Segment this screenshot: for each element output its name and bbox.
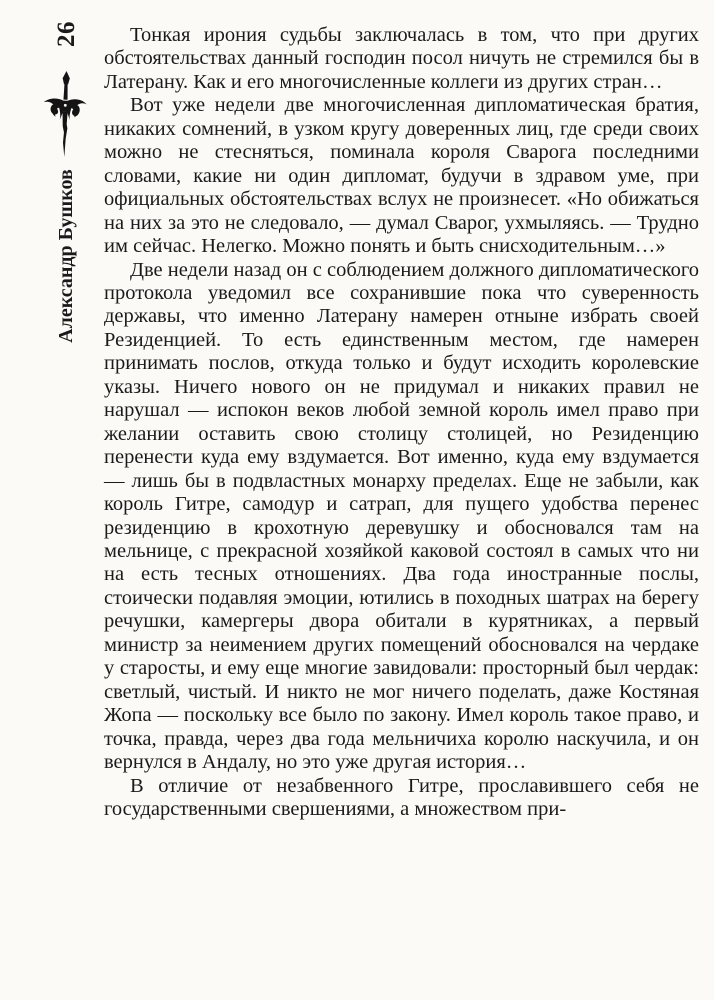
paragraph-1: Тонкая ирония судьбы заключалась в том, что при других обстоятельствах данный господин посол ничуть не стремился бы в Латерану. Как и его многочисленные коллеги из других стран… <box>104 24 699 93</box>
left-margin <box>0 0 100 1000</box>
author-name: Александр Бушков <box>55 169 77 343</box>
paragraph-2: Вот уже недели две многочисленная дипломатическая братия, никаких сомнений, в узком кругу доверенных лиц, где среди своих можно не стесняться, поминала короля Сварога последними словами, какие ни один дипломат, будучи в здравом уме, при официальных обстоятельствах вслух не произнесет. «Но обижаться на них за это не следовало, — думал Сварог, ухмыляясь. — Трудно им сейчас. Нелегко. Можно понять и быть снисходительным…» <box>104 94 699 258</box>
paragraph-4: В отличие от незабвенного Гитре, прославившего себя не государственными свершениями, а множеством при- <box>104 774 699 820</box>
dagger-ornament-icon <box>40 70 91 158</box>
paragraph-3: Две недели назад он с соблюдением должного дипломатического протокола уведомил все сохранившие пока что суверенность державы, что именно Латерану намерен отныне избрать своей Резиденцией. То есть единственным местом, где намерен принимать послов, откуда только и будут исходить королевские указы. Ничего нового он не придумал и никаких правил не нарушал — испокон веков любой земной король имел право при желании оставить свою столицу столицей, но Резиденцию перенести куда ему вздумается. Вот именно, куда ему вздумается — лишь бы в подвластных монарху пределах. Еще не забыли, как король Гитре, самодур и сатрап, для пущего удобства перенес резиденцию в крохотную деревушку и обосновался там на мельнице, с прекрасной хозяйкой каковой состоял в самых что ни на есть тесных отношениях. Два года иностранные послы, стоически подавляя эмоции, ютились в походных шатрах на берегу речушки, камергеры двора обитали в курятниках, а первый министр за неимением других помещений обосновался на чердаке у старосты, и ему еще многие завидовали: просторный был чердак: светлый, чистый. И никто не мог ничего поделать, даже Костяная Жопа — поскольку все было по закону. Имел король такое право, и точка, правда, через два года мельничиха королю наскучила, и он вернулся в Андалу, но это уже другая история… <box>104 258 699 774</box>
page-number: 26 <box>53 21 80 47</box>
body-text <box>104 24 699 821</box>
